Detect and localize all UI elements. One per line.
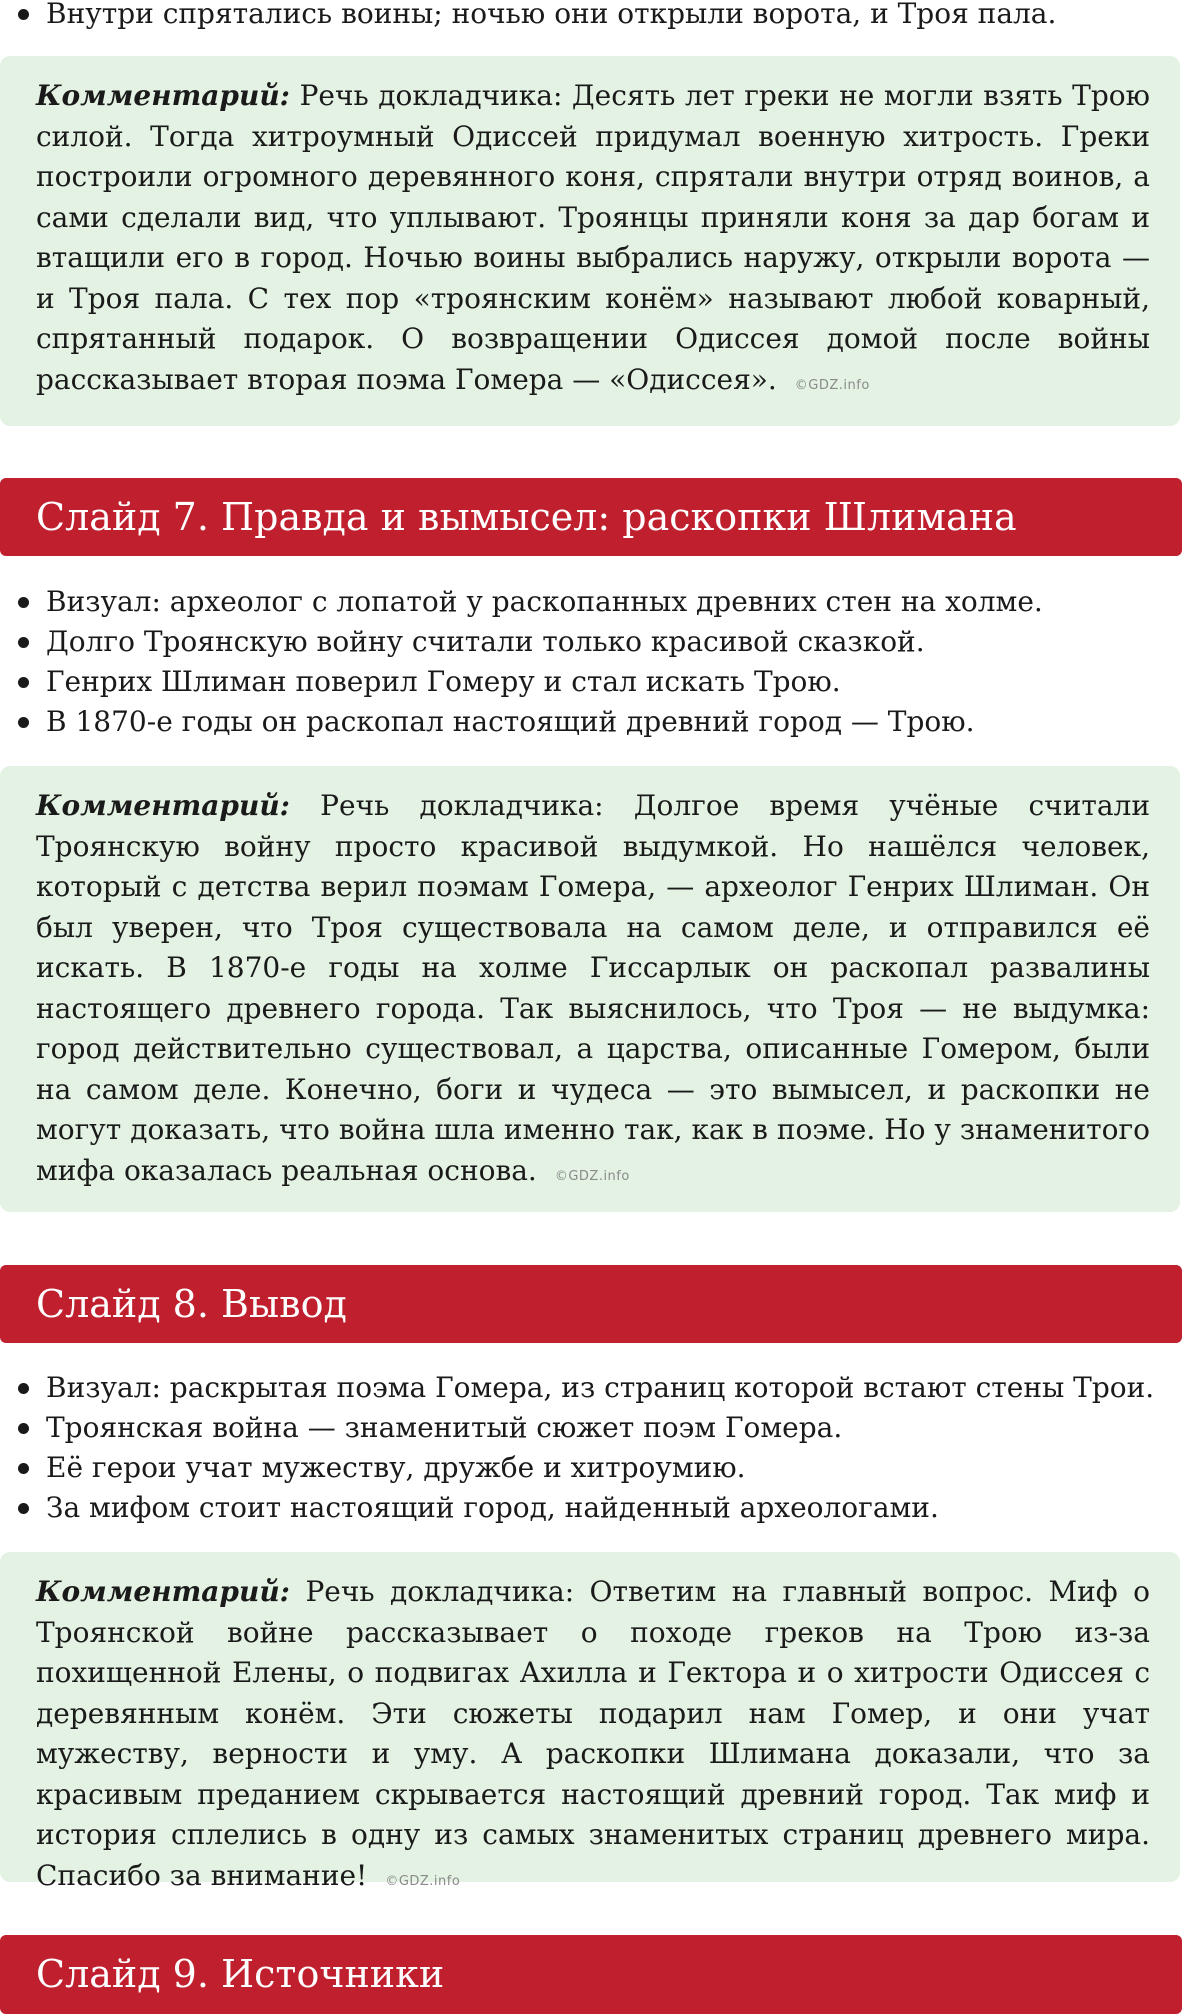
bullet-item [14, 582, 1169, 622]
slide6-bullet-list [14, 0, 1169, 34]
bullet-dot [18, 1383, 29, 1394]
bullet-item [14, 1488, 1169, 1528]
bullet-dot [18, 637, 29, 648]
watermark: ©GDZ.info [554, 1168, 630, 1184]
comment-text: Речь докладчика: Долгое время учёные считали Троянскую войну просто красивой выдумкой. Но нашёлся человек, который с детства верил поэмам Гомера, — археолог Генрих Шлиман. Он был уверен, что Троя существовала на самом деле, и отправился её искать. В 1870-е годы на холме Гиссарлык он раскопал развалины настоящего древнего города. Так выяснилось, что Троя — не выдумка: город действительно существовал, а царства, описанные Гомером, были на самом деле. Конечно, боги и чудеса — это вымысел, и раскопки не могут доказать, что война шла именно так, как в поэме. Но у знаменитого мифа оказалась реальная основа. [36, 789, 1150, 1187]
slide9-header: Слайд 9. Источники [0, 1935, 1182, 2014]
comment-label: Комментарий: [36, 79, 291, 112]
bullet-dot [18, 677, 29, 688]
bullet-item [14, 1448, 1169, 1488]
bullet-dot [18, 1463, 29, 1474]
bullet-text: Троянская война — знаменитый сюжет поэм Гомера. [46, 1411, 843, 1444]
bullet-item [14, 1368, 1169, 1408]
bullet-text: Генрих Шлиман поверил Гомеру и стал искать Трою. [46, 665, 841, 698]
bullet-text: Визуал: археолог с лопатой у раскопанных древних стен на холме. [46, 585, 1043, 618]
slide8-header: Слайд 8. Вывод [0, 1265, 1182, 1343]
comment-label: Комментарий: [36, 1575, 291, 1608]
bullet-dot [18, 1423, 29, 1434]
slide8-comment-box [0, 1552, 1180, 1892]
comment-text: Речь докладчика: Ответим на главный вопрос. Миф о Троянской войне рассказывает о походе греков на Трою из-за похищенной Елены, о подвигах Ахилла и Гектора и о хитрости Одиссея с деревянным конём. Эти сюжеты подарил нам Гомер, и они учат мужеству, верности и уму. А раскопки Шлимана доказали, что за красивым преданием скрывается настоящий древний город. Так миф и история сплелись в одну из самых знаменитых страниц древнего мира. Спасибо за внимание! [36, 1575, 1150, 1892]
slide7-header: Слайд 7. Правда и вымысел: раскопки Шлимана [0, 478, 1182, 556]
bullet-dot [18, 1503, 29, 1514]
watermark: ©GDZ.info [794, 377, 870, 393]
bullet-text: В 1870-е годы он раскопал настоящий древний город — Трою. [46, 705, 975, 738]
bullet-item [14, 0, 1169, 34]
comment-text: Речь докладчика: Десять лет греки не могли взять Трою силой. Тогда хитроумный Одиссей придумал военную хитрость. Греки построили огромного деревянного коня, спрятали внутри отряд воинов, а сами сделали вид, что уплывают. Троянцы приняли коня за дар богам и втащили его в город. Ночью воины выбрались наружу, открыли ворота — и Троя пала. С тех пор «троянским конём» называют любой коварный, спрятанный подарок. О возвращении Одиссея домой после войны рассказывает вторая поэма Гомера — «Одиссея». [36, 79, 1150, 396]
slide7-comment-box [0, 766, 1180, 1212]
slide6-comment-box [0, 56, 1180, 426]
bullet-dot [18, 597, 29, 608]
bullet-item [14, 702, 1169, 742]
bullet-text: За мифом стоит настоящий город, найденный археологами. [46, 1491, 939, 1524]
bullet-item [14, 1408, 1169, 1448]
watermark: ©GDZ.info [385, 1873, 461, 1889]
bullet-item [14, 622, 1169, 662]
bullet-text: Долго Троянскую войну считали только красивой сказкой. [46, 625, 925, 658]
bullet-dot [18, 717, 29, 728]
bullet-text: Визуал: раскрытая поэма Гомера, из страниц которой встают стены Трои. [46, 1371, 1155, 1404]
bullet-dot [18, 9, 29, 20]
bullet-item [14, 662, 1169, 702]
slide8-bullet-list [14, 1368, 1169, 1528]
bullet-text: Её герои учат мужеству, дружбе и хитроумию. [46, 1451, 746, 1484]
slide7-bullet-list [14, 582, 1169, 742]
comment-label: Комментарий: [36, 789, 291, 822]
bullet-text: Внутри спрятались воины; ночью они открыли ворота, и Троя пала. [46, 0, 1057, 30]
